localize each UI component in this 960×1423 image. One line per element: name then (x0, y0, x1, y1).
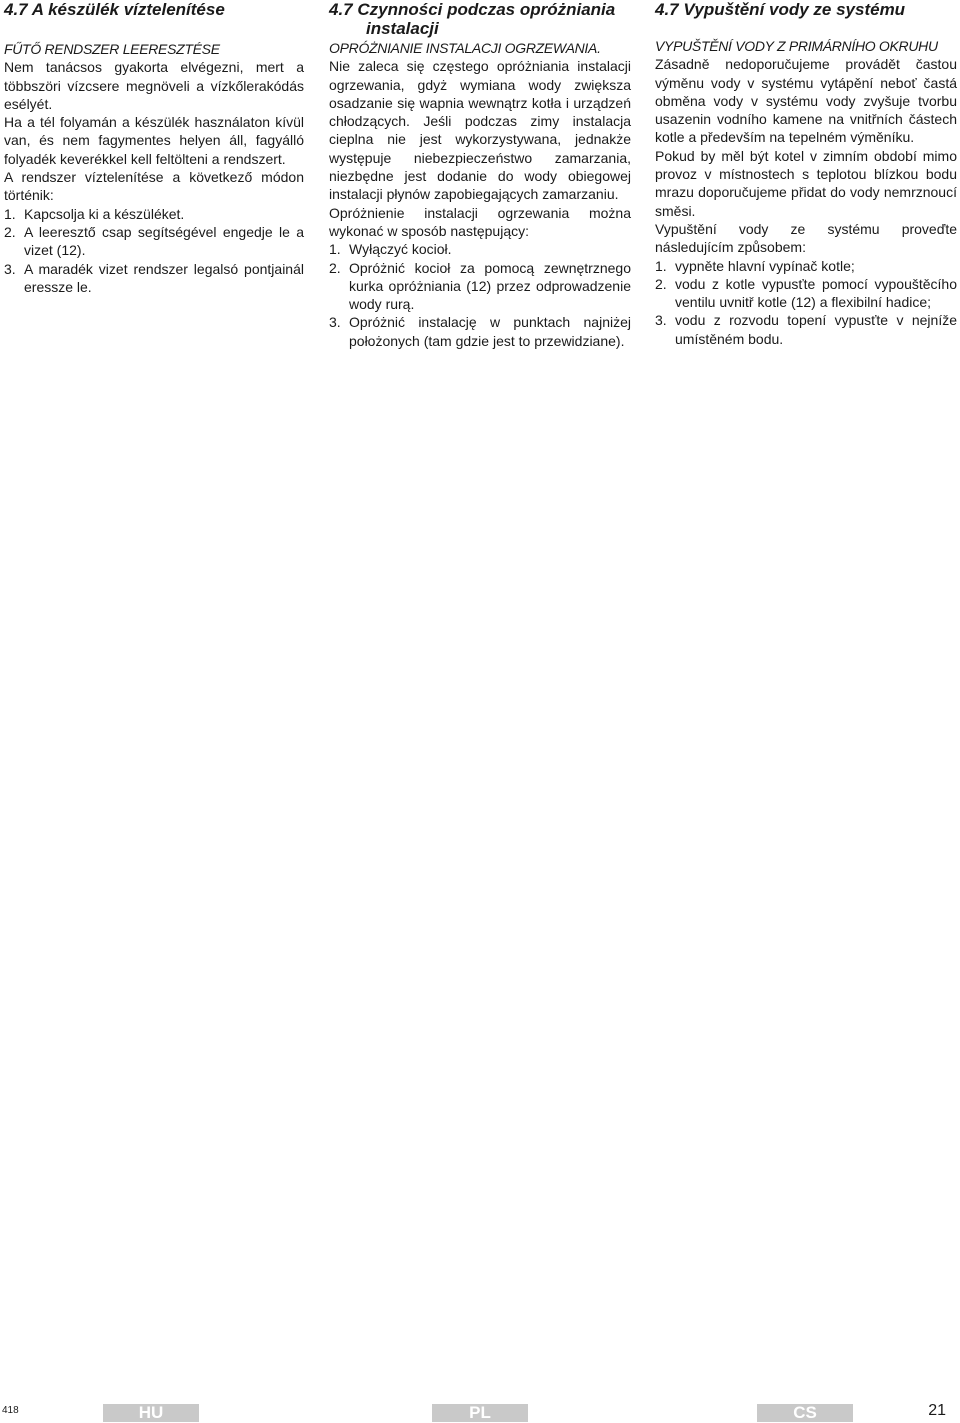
list-item (4, 223, 304, 260)
step-text: Kapcsolja ki a készüléket. (24, 205, 185, 222)
list-item (655, 311, 957, 348)
section-title-line2: instalacji (366, 19, 439, 38)
language-tab-cs: CS (757, 1404, 853, 1422)
step-number: 2. (4, 223, 16, 240)
paragraph: Opróżnienie instalacji ogrzewania można wykonać w sposób następujący: (329, 204, 631, 239)
paragraph: Ha a tél folyamán a készülék használaton kívül van, és nem fagymentes helyen áll, fagyálló folyadék keverékkel kell feltölteni a rendszert. (4, 114, 304, 167)
section-title: 4.7 Vypuštění vody ze systému (655, 0, 906, 19)
step-number: 1. (655, 257, 667, 274)
step-number: 3. (4, 260, 16, 277)
step-number: 1. (329, 241, 341, 258)
step-number: 3. (655, 312, 667, 329)
step-text: vypněte hlavní vypínač kotle; (675, 257, 855, 274)
page-number: 21 (928, 1402, 946, 1419)
list-item (329, 313, 631, 350)
step-text: Opróżnić kocioł za pomocą zewnętrznego kurka opróżniania (12) przez odprowadzenie wody rurą. (349, 259, 631, 313)
section-title: 4.7 A készülék víztelenítése (4, 0, 225, 19)
list-item (655, 257, 957, 275)
step-number: 2. (329, 259, 341, 276)
paragraph: A rendszer víztelenítése a következő módon történik: (4, 169, 304, 204)
step-number: 2. (655, 275, 667, 292)
paragraph: Zásadně nedoporučujeme provádět častou výměnu vody v systému vytápění neboť častá obměna vody v systému vody zvyšuje tvorbu usazenin vodního kamene na vnitřních částech kotle a především na tepelném výměníku. (655, 56, 957, 146)
paragraph: Vypuštění vody ze systému proveďte následujícím způsobem: (655, 220, 957, 256)
language-tab-hu: HU (103, 1404, 199, 1422)
list-item (329, 240, 631, 258)
page-footer (0, 1399, 960, 1423)
list-item (655, 275, 957, 312)
step-list (329, 240, 631, 350)
list-item (4, 205, 304, 223)
paragraph: Nie zaleca się częstego opróżniania instalacji ogrzewania, gdyż wymiana wody zwiększa osadzanie się wapnia wewnątrz kotła i urządzeń chłodzących. Jeśli podczas zimy instalacja cieplna nie jest wykorzystywana, jednakże występuje niebezpieczeństwo zamarzania, niezbędne jest dodanie do wody obiegowej instalacji płynów zapobiegających zamarzaniu. (329, 58, 631, 203)
document-code: 418 (2, 1405, 19, 1416)
section-title-line1: 4.7 Czynności podczas opróżniania (329, 0, 616, 19)
step-number: 3. (329, 314, 341, 331)
list-item (329, 259, 631, 314)
section-subtitle: VYPUŠTĚNÍ VODY Z PRIMÁRNÍHO OKRUHU (655, 38, 938, 54)
step-text: Opróżnić instalację w punktach najniżej położonych (tam gdzie jest to przewidziane). (349, 314, 631, 349)
language-tab-pl: PL (432, 1404, 528, 1422)
list-item (4, 260, 304, 297)
section-subtitle: FŰTŐ RENDSZER LEERESZTÉSE (4, 41, 220, 57)
section-title (329, 0, 631, 38)
step-list (655, 257, 957, 348)
paragraph: Pokud by měl být kotel v zimním období mimo provoz v místnostech s teplotou blízkou bodu mrazu doporučujeme přidat do vody nemrznoucí směsi. (655, 147, 957, 219)
paragraph: Nem tanácsos gyakorta elvégezni, mert a többszöri vízcsere megnöveli a vízkőlerakódás esélyét. (4, 59, 304, 112)
step-text: Wyłączyć kocioł. (349, 241, 452, 258)
step-list (4, 205, 304, 296)
step-number: 1. (4, 205, 16, 222)
hungarian-column (4, 0, 304, 296)
section-subtitle: OPRÓŻNIANIE INSTALACJI OGRZEWANIA. (329, 40, 601, 56)
step-text: vodu z kotle vypusťte pomocí vypouštěcího ventilu uvnitř kotle (12) a flexibilní hadice; (675, 275, 957, 311)
step-text: vodu z rozvodu topení vypusťte v nejníže umístěném bodu. (675, 312, 957, 347)
czech-column (655, 0, 957, 348)
step-text: A maradék vizet rendszer legalsó pontjainál eressze le. (24, 260, 304, 295)
step-text: A leeresztő csap segítségével engedje le a vizet (12). (24, 223, 304, 259)
polish-column (329, 0, 631, 350)
